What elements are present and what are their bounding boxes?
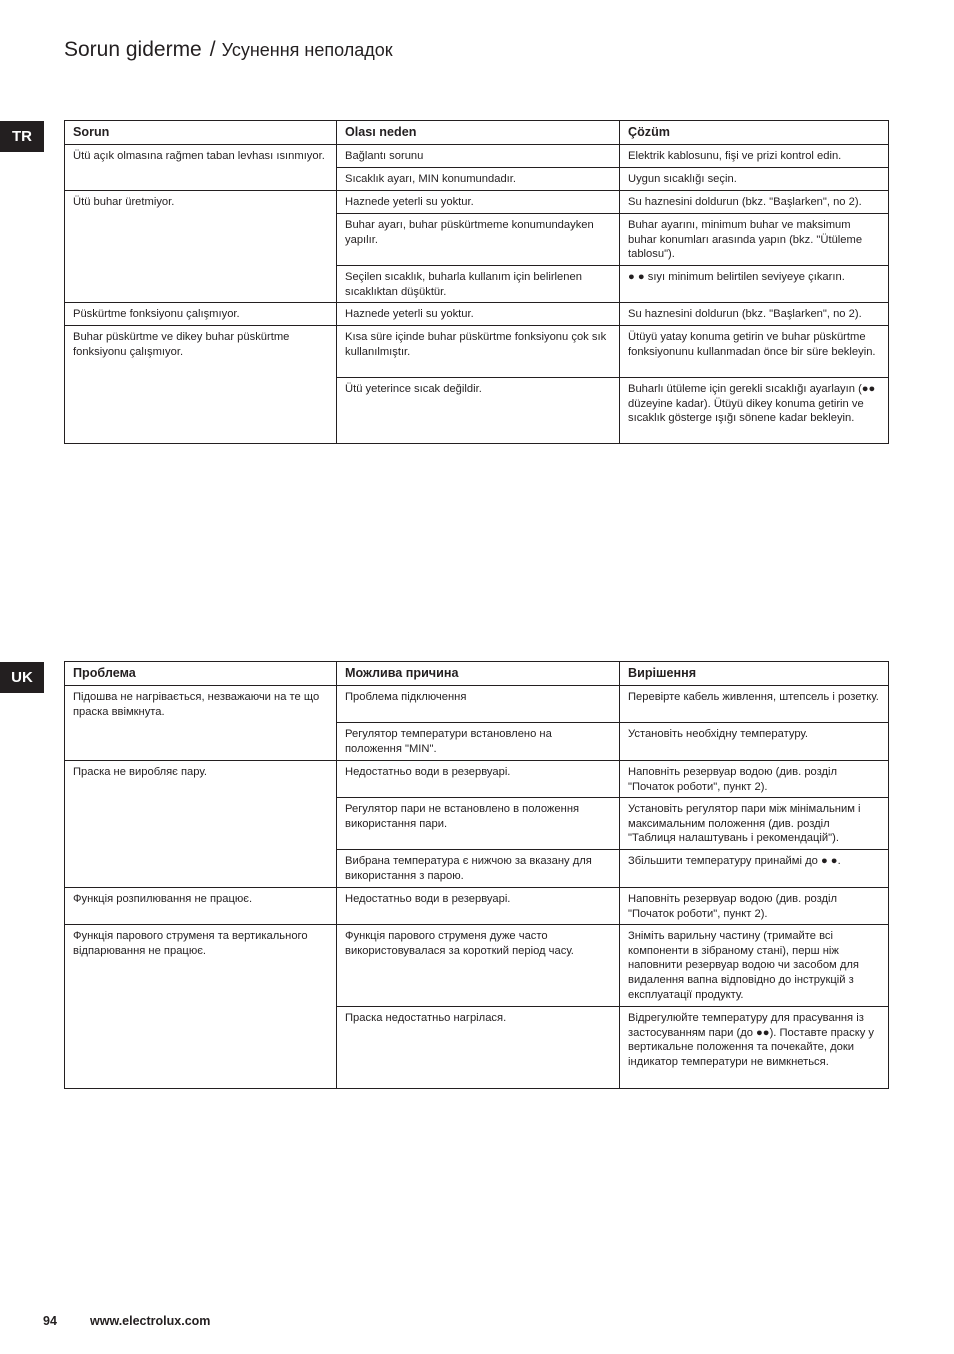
- table-header-row: [65, 662, 889, 686]
- solution-cell: Зніміть варильну частину (тримайте всі компоненти в зібраному стані), перш ніж наповнити резервуар водою чи засобом для видалення вапна відповідно до інструкцій з експлуатації продукту.: [620, 924, 889, 1006]
- solution-cell: Наповніть резервуар водою (див. розділ "Початок роботи", пункт 2).: [620, 760, 889, 797]
- solution-cell: Установіть необхідну температуру.: [620, 722, 889, 760]
- problem-cell: Püskürtme fonksiyonu çalışmıyor.: [65, 302, 337, 325]
- column-header-cause: Olası neden: [337, 121, 620, 145]
- solution-cell: Відрегулюйте температуру для прасування із застосуванням пари (до ●●). Поставте праску у вертикальне положення та почекайте, доки індикатор температури не вимкнеться.: [620, 1006, 889, 1088]
- cause-cell: Haznede yeterli su yoktur.: [337, 302, 620, 325]
- footer-website-link[interactable]: www.electrolux.com: [90, 1314, 211, 1328]
- cause-cell: Seçilen sıcaklık, buharla kullanım için belirlenen sıcaklıktan düşüktür.: [337, 265, 620, 302]
- cause-cell: Bağlantı sorunu: [337, 144, 620, 167]
- page-title-uk: Усунення неполадок: [221, 40, 393, 60]
- solution-cell: Перевірте кабель живлення, штепсель і розетку.: [620, 685, 889, 722]
- problem-cell: Buhar püskürtme ve dikey buhar püskürtme fonksiyonu çalışmıyor.: [65, 325, 337, 443]
- table-row: [65, 190, 889, 213]
- cause-cell: Ütü yeterince sıcak değildir.: [337, 377, 620, 443]
- solution-cell: Buharlı ütüleme için gerekli sıcaklığı ayarlayın (●● düzeyine kadar). Ütüyü dikey konuma getirin ve sıcaklık gösterge ışığı sönene kadar bekleyin.: [620, 377, 889, 443]
- column-header-solution: Çözüm: [620, 121, 889, 145]
- cause-cell: Buhar ayarı, buhar püskürtmeme konumundayken yapılır.: [337, 213, 620, 265]
- column-header-cause: Можлива причина: [337, 662, 620, 686]
- table-row: [65, 924, 889, 1006]
- cause-cell: Функція парового струменя дуже часто використовувалася за короткий період часу.: [337, 924, 620, 1006]
- cause-cell: Праска недостатньо нагрілася.: [337, 1006, 620, 1088]
- cause-cell: Sıcaklık ayarı, MIN konumundadır.: [337, 167, 620, 190]
- cause-cell: Регулятор температури встановлено на положення "MIN".: [337, 722, 620, 760]
- cause-cell: Проблема підключення: [337, 685, 620, 722]
- title-separator: /: [209, 38, 216, 61]
- problem-cell: Ütü açık olmasına rağmen taban levhası ısınmıyor.: [65, 144, 337, 190]
- cause-cell: Регулятор пари не встановлено в положення використання пари.: [337, 797, 620, 849]
- problem-cell: Функція розпилювання не працює.: [65, 887, 337, 924]
- page-number: 94: [43, 1314, 57, 1328]
- problem-cell: Праска не виробляє пару.: [65, 760, 337, 887]
- page-title: [64, 38, 393, 62]
- solution-cell: Elektrik kablosunu, fişi ve prizi kontrol edin.: [620, 144, 889, 167]
- table-row: [65, 760, 889, 797]
- solution-cell: Su haznesini doldurun (bkz. "Başlarken", no 2).: [620, 302, 889, 325]
- solution-cell: Su haznesini doldurun (bkz. "Başlarken", no 2).: [620, 190, 889, 213]
- problem-cell: Ütü buhar üretmiyor.: [65, 190, 337, 302]
- cause-cell: Недостатньо води в резервуарі.: [337, 887, 620, 924]
- column-header-problem: Sorun: [65, 121, 337, 145]
- language-badge-tr: TR: [0, 121, 44, 152]
- solution-cell: Наповніть резервуар водою (див. розділ "Початок роботи", пункт 2).: [620, 887, 889, 924]
- problem-cell: Підошва не нагрівається, незважаючи на те що праска ввімкнута.: [65, 685, 337, 760]
- problem-cell: Функція парового струменя та вертикального відпарювання не працює.: [65, 924, 337, 1088]
- cause-cell: Kısa süre içinde buhar püskürtme fonksiyonu çok sık kullanılmıştır.: [337, 325, 620, 377]
- cause-cell: Недостатньо води в резервуарі.: [337, 760, 620, 797]
- solution-cell: ● ● sıyı minimum belirtilen seviyeye çıkarın.: [620, 265, 889, 302]
- table-row: [65, 887, 889, 924]
- page-title-tr: Sorun giderme: [64, 38, 202, 61]
- column-header-problem: Проблема: [65, 662, 337, 686]
- table-header-row: [65, 121, 889, 145]
- table-row: [65, 144, 889, 167]
- cause-cell: Haznede yeterli su yoktur.: [337, 190, 620, 213]
- solution-cell: Установіть регулятор пари між мінімальним і максимальним положення (див. розділ "Таблиця налаштувань і рекомендацій").: [620, 797, 889, 849]
- table-row: [65, 685, 889, 722]
- troubleshooting-table-tr: [64, 120, 889, 444]
- solution-cell: Uygun sıcaklığı seçin.: [620, 167, 889, 190]
- column-header-solution: Вирішення: [620, 662, 889, 686]
- table-row: [65, 302, 889, 325]
- page-footer: [43, 1314, 210, 1328]
- cause-cell: Вибрана температура є нижчою за вказану для використання з парою.: [337, 849, 620, 887]
- solution-cell: Ütüyü yatay konuma getirin ve buhar püskürtme fonksiyonunu kullanmadan önce bir süre bekleyin.: [620, 325, 889, 377]
- language-badge-uk: UK: [0, 662, 44, 693]
- table-row: [65, 325, 889, 377]
- troubleshooting-table-uk: [64, 661, 889, 1089]
- solution-cell: Buhar ayarını, minimum buhar ve maksimum buhar konumları arasında yapın (bkz. "Ütüleme tablosu").: [620, 213, 889, 265]
- solution-cell: Збільшити температуру принаймі до ● ●.: [620, 849, 889, 887]
